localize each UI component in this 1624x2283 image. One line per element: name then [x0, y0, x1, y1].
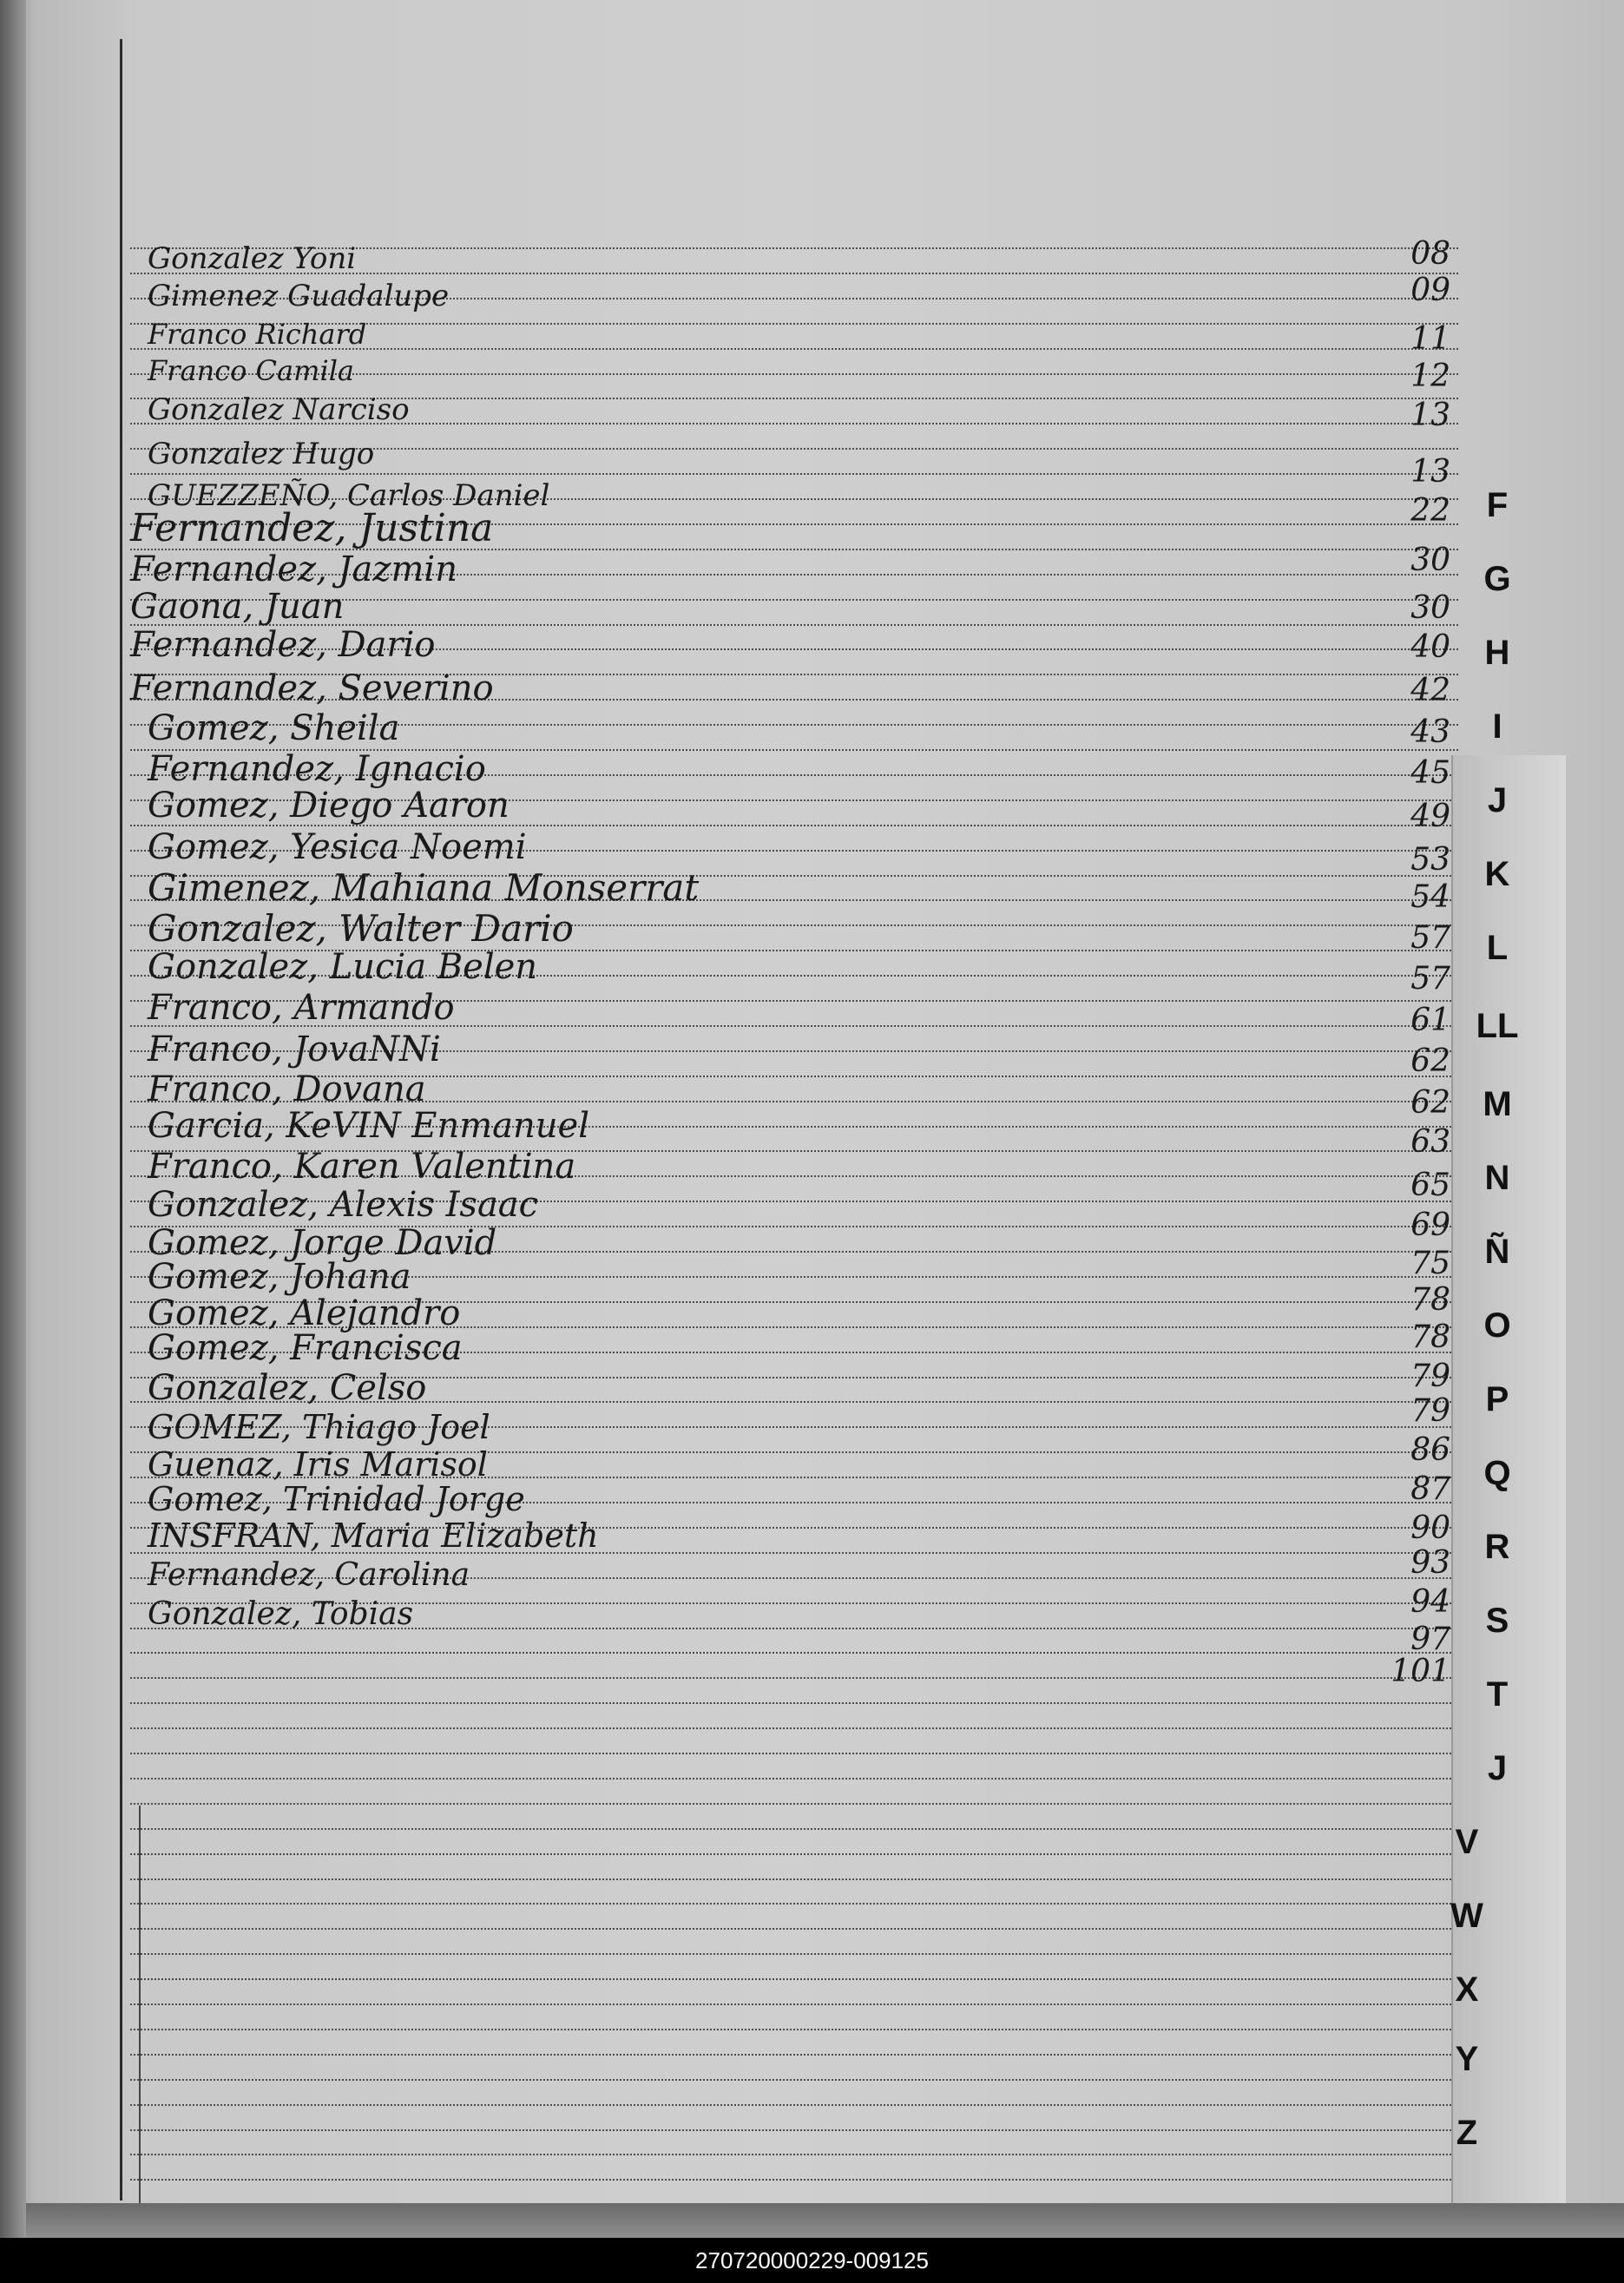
entry-page-number: 12: [1410, 359, 1450, 394]
ruled-line: [130, 1803, 1458, 1805]
entry-page-number: 08: [1410, 236, 1450, 272]
entry-name: Franco Richard: [148, 318, 367, 351]
index-tab-letter[interactable]: Y: [1455, 2040, 1479, 2078]
index-tab-letter[interactable]: Z: [1456, 2114, 1478, 2152]
ruled-line: [130, 2079, 1458, 2081]
entry-page-number: 62: [1410, 1085, 1450, 1121]
entry-page-number: 69: [1410, 1207, 1450, 1243]
index-tab-letter[interactable]: J: [1487, 781, 1508, 819]
entry-name: Gonzalez Yoni: [148, 241, 357, 276]
index-tab-letter[interactable]: K: [1484, 855, 1510, 893]
entry-page-number: 42: [1410, 673, 1450, 708]
ruled-line: [130, 2003, 1458, 2005]
entry-name: Gomez, Yesica Noemi: [148, 827, 527, 867]
entry-name: Gonzalez Hugo: [148, 437, 375, 471]
entry-page-number: 54: [1410, 879, 1450, 915]
entry-page-number: 09: [1410, 273, 1450, 308]
index-tab-letter[interactable]: N: [1484, 1159, 1510, 1197]
entry-page-number: 57: [1410, 961, 1450, 997]
entry-page-number: 79: [1410, 1393, 1450, 1429]
entry-page-number: 30: [1410, 590, 1450, 626]
entry-page-number: 63: [1410, 1124, 1450, 1160]
entry-page-number: 53: [1410, 842, 1450, 878]
ruled-line: [130, 1727, 1458, 1729]
book-binding: [0, 0, 26, 2238]
index-tab-letter[interactable]: L: [1486, 929, 1509, 967]
ruled-line: [130, 1828, 1458, 1830]
index-tab-letter[interactable]: X: [1455, 1970, 1479, 2009]
entry-name: Gonzalez, Celso: [148, 1368, 427, 1408]
entry-name: Gomez, Trinidad Jorge: [148, 1480, 525, 1518]
entry-page-number: 30: [1410, 543, 1450, 578]
ruled-line: [130, 2179, 1458, 2181]
entry-page-number: 57: [1410, 920, 1450, 956]
entry-page-number: 94: [1410, 1584, 1450, 1620]
entry-page-number: 86: [1410, 1432, 1450, 1468]
ruled-line: [130, 2154, 1458, 2155]
entry-name: Gonzalez, Tobias: [148, 1596, 414, 1632]
index-tab-letter[interactable]: Ñ: [1484, 1233, 1510, 1271]
entry-name: Gomez, Alejandro: [148, 1293, 461, 1333]
page-bottom-edge: [26, 2203, 1624, 2238]
entry-page-number: 45: [1410, 755, 1450, 791]
entry-page-number: 13: [1410, 398, 1450, 433]
index-tab-letter[interactable]: V: [1455, 1823, 1479, 1861]
ruled-line: [130, 1903, 1458, 1905]
document-code: 270720000229-009125: [695, 2247, 929, 2273]
ruled-line: [130, 1853, 1458, 1855]
scan-footer: [0, 2238, 1624, 2283]
ruled-line: [130, 2104, 1458, 2106]
entry-page-number: 78: [1410, 1319, 1450, 1355]
entry-page-number: 61: [1410, 1003, 1450, 1038]
entry-page-number: 78: [1410, 1282, 1450, 1318]
entry-name: Franco, Karen Valentina: [148, 1147, 576, 1187]
margin-rule: [120, 39, 122, 2201]
ruled-line: [130, 1878, 1458, 1880]
index-tab-letter[interactable]: M: [1483, 1085, 1512, 1123]
entry-name: Gomez, Francisca: [148, 1328, 463, 1368]
entry-name: GUEZZEÑO, Carlos Daniel: [148, 478, 550, 513]
ruled-line: [130, 1753, 1458, 1754]
margin-rule-inner: [139, 1806, 141, 2205]
entry-name: Guenaz, Iris Marisol: [148, 1445, 488, 1484]
entry-name: Franco, Dovana: [148, 1069, 426, 1109]
entry-page-number: 62: [1410, 1043, 1450, 1079]
entry-name: Gomez, Sheila: [148, 708, 400, 748]
ruled-line: [130, 2054, 1458, 2056]
index-tab-letter[interactable]: P: [1485, 1380, 1509, 1418]
index-tab-letter[interactable]: T: [1486, 1675, 1509, 1714]
entry-name: Gonzalez Narciso: [148, 392, 410, 427]
ruled-line: [130, 1677, 1458, 1679]
entry-name: INSFRAN, Maria Elizabeth: [148, 1517, 599, 1555]
entry-name: Fernandez, Dario: [130, 625, 436, 665]
entry-page-number: 93: [1410, 1545, 1450, 1581]
entry-page-number: 75: [1410, 1246, 1450, 1281]
entry-name: Franco Camila: [148, 354, 354, 387]
entry-page-number: 13: [1410, 454, 1450, 490]
entry-page-number: 49: [1410, 799, 1450, 834]
ruled-line: [130, 1778, 1458, 1780]
ruled-line: [130, 1978, 1458, 1980]
index-tab-letter[interactable]: LL: [1476, 1007, 1519, 1045]
entry-page-number: 101: [1391, 1654, 1450, 1689]
entry-name: Franco, JovaNNi: [148, 1030, 441, 1069]
entry-name: Franco, Armando: [148, 988, 455, 1028]
ruled-line: [130, 1928, 1458, 1930]
ruled-line: [130, 1652, 1458, 1654]
entry-page-number: 87: [1410, 1471, 1450, 1507]
index-tab-letter[interactable]: W: [1450, 1897, 1483, 1935]
entry-name: Fernandez, Severino: [130, 668, 494, 708]
entry-page-number: 11: [1410, 321, 1450, 357]
entry-page-number: 90: [1410, 1510, 1450, 1546]
ruled-line: [130, 1953, 1458, 1955]
ruled-line: [130, 1702, 1458, 1704]
entry-name: Gaona, Juan: [130, 587, 345, 627]
entry-name: Gonzalez, Lucia Belen: [148, 947, 538, 987]
entry-page-number: 79: [1410, 1359, 1450, 1394]
entry-name: GOMEZ, Thiago Joel: [148, 1408, 490, 1446]
ruled-line: [130, 2129, 1458, 2131]
entry-name: Gimenez Guadalupe: [148, 279, 450, 313]
entry-name: Gomez, Diego Aaron: [148, 786, 510, 826]
ruled-line: [130, 473, 1458, 475]
entry-name: Fernandez, Justina: [130, 506, 494, 550]
index-tab-letter[interactable]: H: [1484, 634, 1510, 672]
ruled-line: [130, 2029, 1458, 2030]
entry-page-number: 22: [1410, 493, 1450, 529]
entry-page-number: 97: [1410, 1622, 1450, 1657]
entry-page-number: 40: [1410, 629, 1450, 665]
entry-name: Fernandez, Jazmin: [130, 549, 457, 589]
index-tab-strip: [1451, 755, 1566, 2231]
index-tab-letter[interactable]: Q: [1483, 1454, 1511, 1492]
entry-name: Fernandez, Ignacio: [148, 749, 486, 789]
entry-name: Garcia, KeVIN Enmanuel: [148, 1106, 590, 1146]
entry-page-number: 43: [1410, 714, 1450, 750]
entry-name: Fernandez, Carolina: [148, 1557, 470, 1593]
index-tab-letter[interactable]: I: [1492, 707, 1502, 746]
entry-name: Gonzalez, Walter Dario: [148, 907, 574, 950]
entry-name: Gomez, Jorge David: [148, 1223, 497, 1263]
index-tab-letter[interactable]: R: [1484, 1528, 1510, 1566]
entry-name: Gonzalez, Alexis Isaac: [148, 1185, 539, 1225]
index-tab-letter[interactable]: G: [1483, 560, 1511, 598]
entry-page-number: 65: [1410, 1168, 1450, 1203]
entry-name: Gomez, Johana: [148, 1257, 411, 1297]
index-tab-letter[interactable]: F: [1486, 486, 1509, 524]
index-tab-letter[interactable]: S: [1485, 1602, 1509, 1640]
index-tab-letter[interactable]: J: [1487, 1749, 1508, 1787]
index-tab-letter[interactable]: O: [1483, 1306, 1511, 1345]
entry-name: Gimenez, Mahiana Monserrat: [148, 866, 700, 909]
